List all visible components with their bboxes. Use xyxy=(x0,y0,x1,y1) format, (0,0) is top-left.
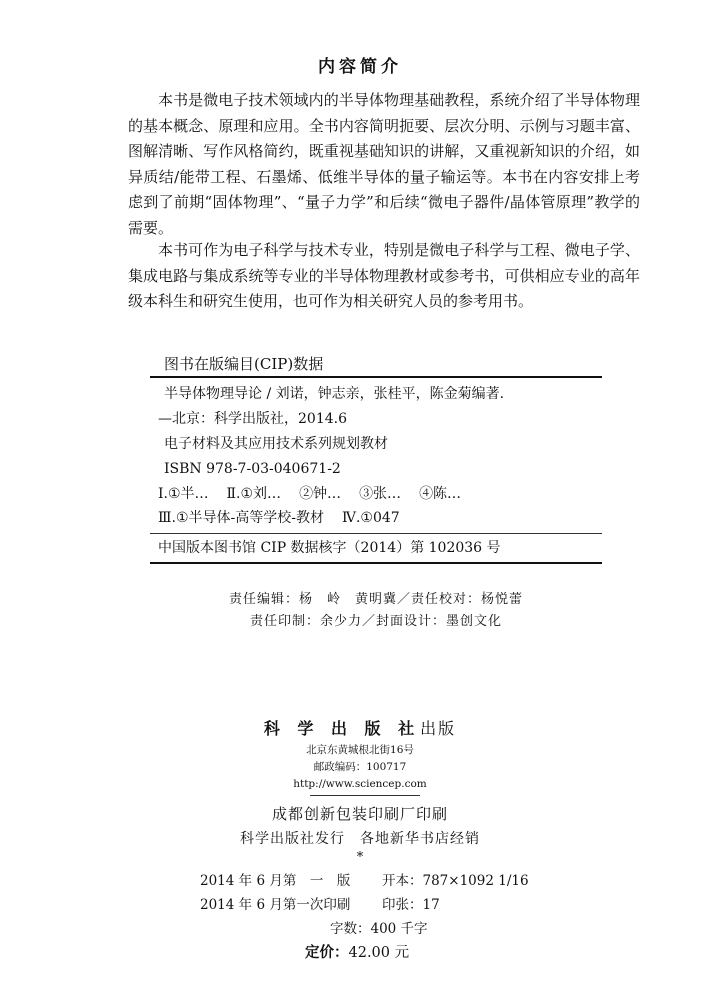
cip-block xyxy=(150,352,602,564)
staff-line-1: 责任编辑：杨 岭 黄明冀／责任校对：杨悦蕾 xyxy=(228,592,523,607)
intro-paragraph-2: 本书可作为电子科学与技术专业，特别是微电子科学与工程、微电子学、集成电路与集成系统等专业的半导体物理教材或参考书，可供相应专业的高年级本科生和研究生使用，也可作为相关研究人员的参考用书。 xyxy=(128,241,640,310)
cip-class-item: Ⅳ.①047 xyxy=(341,510,400,526)
distribution-line: 科学出版社发行 各地新华书店经销 xyxy=(240,831,480,847)
cip-class-item: Ⅲ.①半导体-高等学校-教材 xyxy=(158,510,324,526)
publisher-address: 北京东黄城根北街16号 xyxy=(306,744,414,756)
cip-class-item: Ⅰ.①半… xyxy=(158,486,209,502)
price-label: 定价： xyxy=(305,944,349,961)
cip-title-line: 半导体物理导论 / 刘诺，钟志亲，张桂平，陈金菊编著. xyxy=(164,386,505,402)
edition-line: 2014 年 6 月第 一 版 xyxy=(200,873,351,889)
intro-title: 内容简介 xyxy=(318,57,402,77)
printing-line: 2014 年 6 月第一次印刷 xyxy=(200,897,351,913)
format-line: 开本：787×1092 1/16 xyxy=(382,873,529,889)
cip-classification-row-2 xyxy=(150,506,602,530)
cip-footer: 中国版本图书馆 CIP 数据核字（2014）第 102036 号 xyxy=(158,540,501,556)
cip-class-item: Ⅱ.①刘… xyxy=(226,486,282,502)
cip-class-item: ④陈… xyxy=(419,486,462,502)
printer-line: 成都创新包装印刷厂印刷 xyxy=(271,805,448,823)
star-separator: * xyxy=(356,850,364,865)
intro-paragraph-1: 本书是微电子技术领域内的半导体物理基础教程，系统介绍了半导体物理的基本概念、原理和应用。全书内容简明扼要、层次分明、示例与习题丰富、图解清晰、写作风格简约，既重视基础知识的讲解，又重视新知识的介绍，如异质结/能带工程、石墨烯、低维半导体的量子输运等。本书在内容安排上考虑到了前期“固体物理”、“量子力学”和后续“微电子器件/晶体管原理”教学的需要。 xyxy=(128,91,640,237)
price-line xyxy=(305,941,409,965)
cip-series-line: 电子材料及其应用技术系列规划教材 xyxy=(164,436,388,452)
publisher-name: 科 学 出 版 社 xyxy=(263,719,421,738)
cip-class-item: ③张… xyxy=(359,486,402,502)
cip-bottom-rule xyxy=(150,562,602,564)
word-count: 字数：400 千字 xyxy=(330,921,428,937)
sheets-line: 印张：17 xyxy=(382,897,440,913)
cip-publisher-line: —北京：科学出版社，2014.6 xyxy=(158,411,347,427)
staff-line-2: 责任印制：余少力／封面设计：墨创文化 xyxy=(249,614,502,629)
cip-heading: 图书在版编目(CIP)数据 xyxy=(164,355,324,373)
cip-classification-row-1 xyxy=(150,482,602,506)
publisher-postcode: 邮政编码：100717 xyxy=(313,761,407,773)
publisher-suffix: 出版 xyxy=(420,719,457,738)
publisher-divider xyxy=(310,795,420,796)
cip-isbn: ISBN 978-7-03-040671-2 xyxy=(164,461,341,477)
price-value: 42.00 元 xyxy=(348,945,410,961)
cip-class-item: ②钟… xyxy=(299,486,342,502)
publisher-url: http://www.sciencep.com xyxy=(293,778,427,790)
publisher-line xyxy=(0,716,720,739)
